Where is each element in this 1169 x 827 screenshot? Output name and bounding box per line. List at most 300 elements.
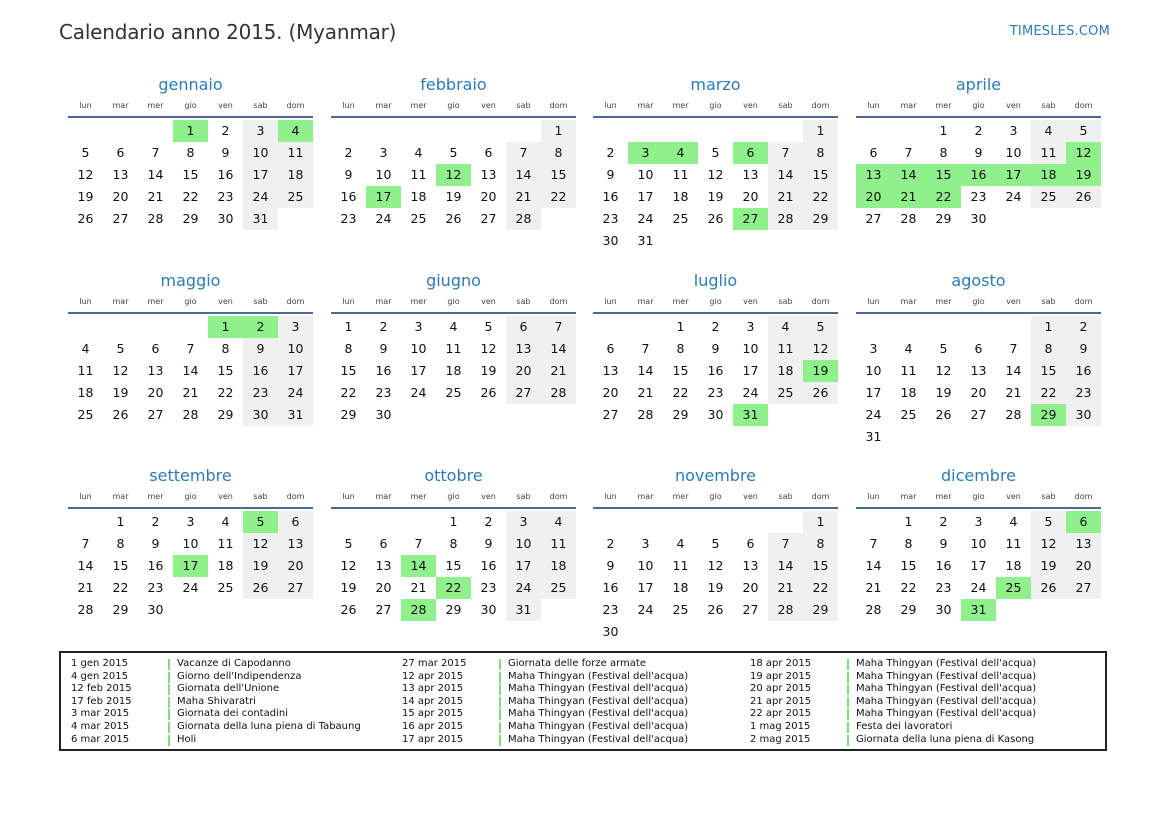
holiday-day-cell: 20 xyxy=(856,186,891,208)
legend-holiday-name: Maha Thingyan (Festival dell'acqua) xyxy=(856,708,1037,720)
day-cell: 19 xyxy=(707,580,724,595)
weekday-label: gio xyxy=(972,101,985,110)
day-cell: 17 xyxy=(637,189,654,204)
day-cell: 29 xyxy=(340,407,357,422)
day-cell: 8 xyxy=(186,145,195,160)
day-cell: 17 xyxy=(410,363,427,378)
day-cell: 5 xyxy=(484,319,493,334)
weekday-label: dom xyxy=(286,101,305,110)
weekday-label: ven xyxy=(218,492,233,501)
weekday-label: mar xyxy=(375,492,392,501)
week-row xyxy=(593,142,838,164)
holiday-day-cell: 15 xyxy=(926,164,961,186)
week-row xyxy=(331,186,576,208)
empty-day-cell xyxy=(891,120,926,142)
day-cell: 4 xyxy=(904,341,913,356)
day-cell: 2 xyxy=(606,145,615,160)
day-cell: 10 xyxy=(506,533,541,555)
day-cell: 23 xyxy=(243,382,278,404)
day-cell: 31 xyxy=(243,208,278,230)
day-cell: 1 xyxy=(676,319,685,334)
day-cell: 10 xyxy=(637,558,654,573)
day-cell: 29 xyxy=(935,211,952,226)
day-cell: 16 xyxy=(602,189,619,204)
day-cell: 13 xyxy=(742,167,759,182)
empty-day-cell xyxy=(208,599,243,621)
weekday-label: lun xyxy=(79,297,92,306)
week-row xyxy=(331,511,576,533)
day-cell: 18 xyxy=(672,580,689,595)
month-name: settembre xyxy=(149,466,232,485)
day-cell: 6 xyxy=(484,145,493,160)
holiday-day-cell: 3 xyxy=(628,142,663,164)
weekday-label: mer xyxy=(672,297,689,306)
empty-day-cell xyxy=(803,621,838,643)
day-cell: 2 xyxy=(379,319,388,334)
month-name: maggio xyxy=(160,271,221,290)
month-name: luglio xyxy=(693,271,738,290)
empty-day-cell xyxy=(173,599,208,621)
day-cell: 25 xyxy=(1031,186,1066,208)
weekday-label: dom xyxy=(811,492,830,501)
day-cell: 5 xyxy=(939,341,948,356)
weekday-header xyxy=(68,294,313,310)
day-cell: 5 xyxy=(1031,511,1066,533)
weekday-label: dom xyxy=(811,297,830,306)
empty-day-cell xyxy=(628,316,663,338)
month-name: aprile xyxy=(955,75,1002,94)
empty-day-cell xyxy=(138,316,173,338)
week-row xyxy=(856,164,1101,186)
legend-marker xyxy=(499,659,501,670)
day-cell: 1 xyxy=(344,319,353,334)
week-row xyxy=(68,208,313,230)
weekday-label: dom xyxy=(811,101,830,110)
holiday-day-cell: 12 xyxy=(436,164,471,186)
empty-day-cell xyxy=(1066,599,1101,621)
legend-date: 14 apr 2015 xyxy=(402,695,464,707)
holiday-day-cell: 14 xyxy=(891,164,926,186)
day-cell: 18 xyxy=(1005,558,1022,573)
empty-day-cell xyxy=(891,316,926,338)
legend-date: 22 apr 2015 xyxy=(750,708,812,720)
empty-day-cell xyxy=(856,511,891,533)
day-cell: 10 xyxy=(637,167,654,182)
empty-day-cell xyxy=(593,316,628,338)
day-cell: 7 xyxy=(1009,341,1018,356)
holiday-day-cell: 31 xyxy=(961,599,996,621)
empty-day-cell xyxy=(996,599,1031,621)
weekday-label: mar xyxy=(900,492,917,501)
empty-day-cell xyxy=(856,120,891,142)
weekday-label: dom xyxy=(1074,492,1093,501)
legend-marker xyxy=(499,722,501,733)
day-cell: 13 xyxy=(147,363,164,378)
day-cell: 18 xyxy=(278,164,313,186)
day-cell: 7 xyxy=(904,145,913,160)
legend-date: 20 apr 2015 xyxy=(750,683,812,695)
week-row xyxy=(68,316,313,338)
day-cell: 14 xyxy=(768,164,803,186)
legend-date: 17 feb 2015 xyxy=(71,695,132,707)
day-cell: 8 xyxy=(676,341,685,356)
weekday-label: dom xyxy=(549,101,568,110)
day-cell: 25 xyxy=(672,211,689,226)
empty-day-cell xyxy=(1031,208,1066,230)
weekday-label: mer xyxy=(410,101,427,110)
day-cell: 3 xyxy=(746,319,755,334)
empty-day-cell xyxy=(663,511,698,533)
day-cell: 23 xyxy=(340,211,357,226)
weekday-label: ven xyxy=(743,297,758,306)
day-cell: 17 xyxy=(865,385,882,400)
weekday-label: mar xyxy=(112,297,129,306)
day-cell: 3 xyxy=(974,514,983,529)
weekday-label: ven xyxy=(481,297,496,306)
weekday-label: mer xyxy=(147,101,164,110)
day-cell: 27 xyxy=(865,211,882,226)
day-cell: 26 xyxy=(1066,186,1101,208)
day-cell: 15 xyxy=(182,167,199,182)
holiday-day-cell: 13 xyxy=(856,164,891,186)
day-cell: 25 xyxy=(278,186,313,208)
day-cell: 21 xyxy=(637,385,654,400)
day-cell: 23 xyxy=(375,385,392,400)
day-cell: 16 xyxy=(1066,360,1101,382)
day-cell: 18 xyxy=(768,360,803,382)
holiday-day-cell: 17 xyxy=(366,186,401,208)
day-cell: 13 xyxy=(742,558,759,573)
day-cell: 4 xyxy=(221,514,230,529)
month-ottobre xyxy=(331,465,576,621)
empty-day-cell xyxy=(733,120,768,142)
empty-day-cell xyxy=(366,120,401,142)
holiday-day-cell: 18 xyxy=(1031,164,1066,186)
day-cell: 27 xyxy=(742,602,759,617)
empty-day-cell xyxy=(768,621,803,643)
day-cell: 24 xyxy=(410,385,427,400)
legend-date: 1 gen 2015 xyxy=(71,658,129,669)
month-divider xyxy=(331,507,576,509)
weekday-label: gio xyxy=(972,492,985,501)
day-cell: 29 xyxy=(112,602,129,617)
empty-day-cell xyxy=(243,599,278,621)
day-cell: 22 xyxy=(112,580,129,595)
empty-day-cell xyxy=(471,404,506,426)
day-cell: 27 xyxy=(147,407,164,422)
legend-date: 6 mar 2015 xyxy=(71,733,130,745)
empty-day-cell xyxy=(593,511,628,533)
day-cell: 8 xyxy=(344,341,353,356)
legend-holiday-name: Maha Thingyan (Festival dell'acqua) xyxy=(856,683,1037,695)
empty-day-cell xyxy=(926,426,961,448)
day-cell: 26 xyxy=(445,211,462,226)
empty-day-cell xyxy=(961,316,996,338)
day-cell: 11 xyxy=(1005,536,1022,551)
day-cell: 7 xyxy=(414,536,423,551)
day-cell: 19 xyxy=(112,385,129,400)
holiday-legend xyxy=(59,651,1107,751)
day-cell: 17 xyxy=(278,360,313,382)
weekday-label: ven xyxy=(1006,101,1021,110)
empty-day-cell xyxy=(628,621,663,643)
day-cell: 13 xyxy=(1066,533,1101,555)
day-cell: 23 xyxy=(707,385,724,400)
day-cell: 4 xyxy=(768,316,803,338)
empty-day-cell xyxy=(768,120,803,142)
legend-marker xyxy=(847,672,849,683)
day-cell: 28 xyxy=(541,382,576,404)
day-cell: 20 xyxy=(480,189,497,204)
empty-day-cell xyxy=(856,316,891,338)
week-row xyxy=(856,404,1101,426)
empty-day-cell xyxy=(663,230,698,252)
weekday-label: mar xyxy=(900,101,917,110)
legend-marker xyxy=(168,722,170,733)
day-cell: 9 xyxy=(606,167,615,182)
legend-date: 27 mar 2015 xyxy=(402,658,467,669)
day-cell: 30 xyxy=(602,624,619,639)
legend-marker xyxy=(847,684,849,695)
day-cell: 8 xyxy=(803,533,838,555)
holiday-day-cell: 12 xyxy=(1066,142,1101,164)
day-cell: 7 xyxy=(869,536,878,551)
week-row xyxy=(856,142,1101,164)
week-row xyxy=(593,382,838,404)
week-row xyxy=(856,360,1101,382)
month-name: dicembre xyxy=(940,466,1017,485)
legend-date: 4 gen 2015 xyxy=(71,670,129,682)
weekday-label: mer xyxy=(672,101,689,110)
month-name: novembre xyxy=(674,466,757,485)
day-cell: 31 xyxy=(506,599,541,621)
legend-marker xyxy=(499,697,501,708)
legend-marker xyxy=(499,735,501,746)
legend-holiday-name: Maha Thingyan (Festival dell'acqua) xyxy=(508,695,689,707)
empty-day-cell xyxy=(803,230,838,252)
holiday-day-cell: 29 xyxy=(1031,404,1066,426)
empty-day-cell xyxy=(541,599,576,621)
month-aprile xyxy=(856,74,1101,230)
day-cell: 13 xyxy=(480,167,497,182)
holiday-day-cell: 22 xyxy=(926,186,961,208)
legend-holiday-name: Giorno dell'Indipendenza xyxy=(177,670,302,682)
legend-holiday-name: Holi xyxy=(177,733,197,745)
day-cell: 28 xyxy=(865,602,882,617)
empty-day-cell xyxy=(278,599,313,621)
day-cell: 8 xyxy=(803,142,838,164)
day-cell: 1 xyxy=(803,120,838,142)
month-marzo xyxy=(593,74,838,252)
weekday-label: lun xyxy=(867,297,880,306)
day-cell: 11 xyxy=(77,363,94,378)
week-row xyxy=(593,533,838,555)
day-cell: 8 xyxy=(939,145,948,160)
day-cell: 8 xyxy=(116,536,125,551)
day-cell: 19 xyxy=(445,189,462,204)
month-agosto xyxy=(856,270,1101,448)
weekday-label: mer xyxy=(147,492,164,501)
weekday-label: gio xyxy=(184,297,197,306)
week-row xyxy=(68,142,313,164)
day-cell: 10 xyxy=(742,341,759,356)
week-row xyxy=(593,621,838,643)
day-cell: 18 xyxy=(541,555,576,577)
day-cell: 23 xyxy=(602,211,619,226)
day-cell: 9 xyxy=(379,341,388,356)
day-cell: 17 xyxy=(970,558,987,573)
day-cell: 16 xyxy=(480,558,497,573)
weekday-label: lun xyxy=(79,101,92,110)
day-cell: 26 xyxy=(243,577,278,599)
weekday-label: mar xyxy=(112,492,129,501)
day-cell: 3 xyxy=(869,341,878,356)
week-row xyxy=(593,360,838,382)
day-cell: 12 xyxy=(707,167,724,182)
holiday-day-cell: 1 xyxy=(173,120,208,142)
legend-holiday-name: Maha Shivaratri xyxy=(177,695,256,707)
day-cell: 11 xyxy=(217,536,234,551)
weekday-label: mar xyxy=(375,297,392,306)
day-cell: 30 xyxy=(1066,404,1101,426)
day-cell: 8 xyxy=(1031,338,1066,360)
empty-day-cell xyxy=(541,208,576,230)
day-cell: 5 xyxy=(1066,120,1101,142)
site-link[interactable]: TIMESLES.COM xyxy=(1009,24,1110,39)
weekday-label: mer xyxy=(410,492,427,501)
day-cell: 16 xyxy=(147,558,164,573)
day-cell: 9 xyxy=(344,167,353,182)
day-cell: 29 xyxy=(217,407,234,422)
day-cell: 28 xyxy=(637,407,654,422)
day-cell: 2 xyxy=(711,319,720,334)
empty-day-cell xyxy=(698,120,733,142)
day-cell: 14 xyxy=(865,558,882,573)
day-cell: 11 xyxy=(900,363,917,378)
empty-day-cell xyxy=(996,316,1031,338)
day-cell: 24 xyxy=(182,580,199,595)
day-cell: 4 xyxy=(1031,120,1066,142)
day-cell: 26 xyxy=(340,602,357,617)
legend-marker xyxy=(168,709,170,720)
weekday-header xyxy=(331,294,576,310)
day-cell: 16 xyxy=(340,189,357,204)
legend-date: 3 mar 2015 xyxy=(71,708,130,720)
day-cell: 28 xyxy=(900,211,917,226)
day-cell: 21 xyxy=(768,186,803,208)
weekday-label: ven xyxy=(743,492,758,501)
weekday-label: mar xyxy=(375,101,392,110)
weekday-label: sab xyxy=(516,101,531,110)
weekday-label: lun xyxy=(79,492,92,501)
weekday-label: sab xyxy=(253,492,268,501)
legend-date: 4 mar 2015 xyxy=(71,720,130,732)
week-row xyxy=(593,404,838,426)
day-cell: 3 xyxy=(641,536,650,551)
day-cell: 19 xyxy=(707,189,724,204)
weekday-header xyxy=(856,98,1101,114)
day-cell: 27 xyxy=(278,577,313,599)
day-cell: 21 xyxy=(147,189,164,204)
week-row xyxy=(593,316,838,338)
day-cell: 21 xyxy=(182,385,199,400)
day-cell: 9 xyxy=(221,145,230,160)
day-cell: 23 xyxy=(970,189,987,204)
day-cell: 26 xyxy=(112,407,129,422)
day-cell: 28 xyxy=(1005,407,1022,422)
day-cell: 21 xyxy=(410,580,427,595)
day-cell: 24 xyxy=(637,602,654,617)
month-divider xyxy=(856,312,1101,314)
day-cell: 15 xyxy=(340,363,357,378)
empty-day-cell xyxy=(506,120,541,142)
weekday-label: sab xyxy=(253,297,268,306)
empty-day-cell xyxy=(698,230,733,252)
week-row xyxy=(331,142,576,164)
week-row xyxy=(68,404,313,426)
legend-holiday-name: Maha Thingyan (Festival dell'acqua) xyxy=(508,708,689,720)
day-cell: 8 xyxy=(904,536,913,551)
legend-date: 15 apr 2015 xyxy=(402,708,464,720)
day-cell: 30 xyxy=(707,407,724,422)
week-row xyxy=(331,316,576,338)
weekday-label: sab xyxy=(778,492,793,501)
day-cell: 21 xyxy=(1005,385,1022,400)
month-febbraio xyxy=(331,74,576,230)
week-row xyxy=(856,208,1101,230)
weekday-label: mer xyxy=(935,101,952,110)
month-dicembre xyxy=(856,465,1101,621)
day-cell: 12 xyxy=(112,363,129,378)
day-cell: 9 xyxy=(243,338,278,360)
empty-day-cell xyxy=(331,120,366,142)
weekday-label: sab xyxy=(778,101,793,110)
legend-date: 13 apr 2015 xyxy=(402,683,464,695)
day-cell: 27 xyxy=(480,211,497,226)
empty-day-cell xyxy=(628,120,663,142)
day-cell: 12 xyxy=(77,167,94,182)
day-cell: 9 xyxy=(151,536,160,551)
day-cell: 7 xyxy=(506,142,541,164)
weekday-label: gio xyxy=(972,297,985,306)
empty-day-cell xyxy=(138,120,173,142)
day-cell: 8 xyxy=(221,341,230,356)
day-cell: 30 xyxy=(217,211,234,226)
day-cell: 14 xyxy=(637,363,654,378)
day-cell: 21 xyxy=(506,186,541,208)
weekday-header xyxy=(593,98,838,114)
day-cell: 30 xyxy=(602,233,619,248)
day-cell: 13 xyxy=(506,338,541,360)
day-cell: 14 xyxy=(182,363,199,378)
weekday-label: sab xyxy=(516,297,531,306)
day-cell: 25 xyxy=(672,602,689,617)
day-cell: 15 xyxy=(217,363,234,378)
weekday-label: ven xyxy=(743,101,758,110)
legend-holiday-name: Vacanze di Capodanno xyxy=(177,658,291,669)
week-row xyxy=(331,208,576,230)
empty-day-cell xyxy=(506,404,541,426)
holiday-day-cell: 14 xyxy=(401,555,436,577)
empty-day-cell xyxy=(961,426,996,448)
day-cell: 9 xyxy=(711,341,720,356)
weekday-label: lun xyxy=(867,492,880,501)
legend-marker xyxy=(499,672,501,683)
day-cell: 22 xyxy=(182,189,199,204)
legend-holiday-name: Giornata dei contadini xyxy=(177,708,288,720)
day-cell: 15 xyxy=(541,164,576,186)
day-cell: 1 xyxy=(449,514,458,529)
